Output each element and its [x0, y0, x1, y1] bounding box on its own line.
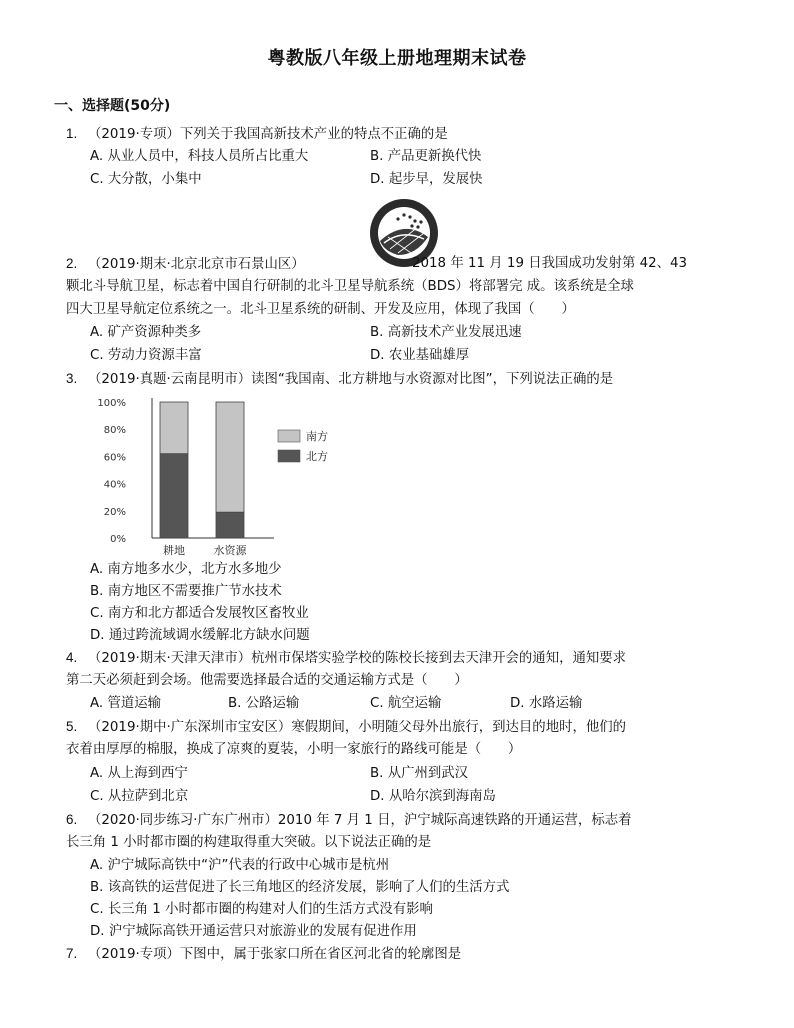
option-6b[interactable]: B. 该高铁的运营促进了长三角地区的经济发展，影响了人们的生活方式: [90, 880, 510, 895]
option-1d[interactable]: D. 起步早，发展快: [370, 172, 483, 187]
question-stem: （2019·期末·北京北京市石景山区）: [88, 257, 305, 272]
question-number: 6.: [66, 812, 78, 827]
section-heading: 一、选择题(50分): [54, 98, 171, 114]
question-stem: 颗北斗导航卫星，标志着中国自行研制的北斗卫星导航系统（BDS）将部署完 成。该系统是全球: [66, 279, 634, 294]
option-6a[interactable]: A. 沪宁城际高铁中“沪”代表的行政中心城市是杭州: [90, 858, 390, 873]
question-stem: （2019·专项）下图中，属于张家口所在省区河北省的轮廓图是: [88, 947, 462, 962]
question-2: [66, 254, 305, 275]
y-tick-label: 40%: [103, 479, 126, 491]
legend-label: 北方: [306, 450, 328, 463]
question-stem: （2019·真题·云南昆明市）读图“我国南、北方耕地与水资源对比图”，下列说法正确的是: [88, 372, 614, 387]
y-tick-label: 100%: [97, 398, 126, 409]
y-tick-label: 0%: [110, 534, 126, 545]
question-number: 4.: [66, 650, 78, 665]
option-1b[interactable]: B. 产品更新换代快: [370, 149, 482, 164]
option-1c[interactable]: C. 大分散，小集中: [90, 172, 202, 187]
option-3a[interactable]: A. 南方地多水少，北方水多地少: [90, 562, 282, 577]
x-tick-label: 水资源: [213, 544, 247, 557]
option-5a[interactable]: A. 从上海到西宁: [90, 766, 188, 781]
option-2a[interactable]: A. 矿产资源种类多: [90, 325, 202, 340]
question-6: [66, 810, 632, 831]
legend-swatch: [278, 450, 300, 462]
question-number: 3.: [66, 371, 78, 386]
question-number: 1.: [66, 126, 78, 141]
option-4d[interactable]: D. 水路运输: [510, 696, 583, 711]
y-tick-label: 80%: [103, 425, 126, 437]
y-tick-label: 60%: [103, 452, 126, 464]
option-4a[interactable]: A. 管道运输: [90, 696, 161, 711]
legend-swatch: [278, 430, 300, 442]
question-stem: （2020·同步练习·广东广州市）2010 年 7 月 1 日，沪宁城际高速铁路的开通运营，标志着: [88, 813, 632, 828]
bar-0-北方: [160, 454, 188, 538]
question-stem: 长三角 1 小时都市圈的构建取得重大突破。以下说法正确的是: [66, 835, 432, 850]
question-stem: （2019·专项）下列关于我国高新技术产业的特点不正确的是: [88, 127, 448, 142]
option-3c[interactable]: C. 南方和北方都适合发展牧区畜牧业: [90, 606, 309, 621]
question-3: [66, 369, 613, 390]
x-tick-label: 耕地: [163, 544, 185, 557]
option-6d[interactable]: D. 沪宁城际高铁开通运营只对旅游业的发展有促进作用: [90, 924, 417, 939]
option-1a[interactable]: A. 从业人员中，科技人员所占比重大: [90, 149, 309, 164]
option-6c[interactable]: C. 长三角 1 小时都市圈的构建对人们的生活方式没有影响: [90, 902, 433, 917]
question-stem: 四大卫星导航定位系统之一。北斗卫星系统的研制、开发及应用，体现了我国（ ）: [66, 302, 575, 317]
question-number: 2.: [66, 256, 78, 271]
option-4c[interactable]: C. 航空运输: [370, 696, 442, 711]
option-2d[interactable]: D. 农业基础雄厚: [370, 348, 470, 363]
question-stem: （2019·期末·天津天津市）杭州市保塔实验学校的陈校长接到去天津开会的通知，通知要求: [88, 651, 627, 666]
question-4: [66, 648, 626, 669]
question-7: [66, 944, 461, 965]
bar-0-南方: [160, 402, 188, 454]
option-2b[interactable]: B. 高新技术产业发展迅速: [370, 325, 522, 340]
bar-1-北方: [216, 512, 244, 538]
option-3d[interactable]: D. 通过跨流域调水缓解北方缺水问题: [90, 628, 310, 643]
question-stem: 第二天必须赶到会场。他需要选择最合适的交通运输方式是（ ）: [66, 673, 468, 688]
stacked-bar-chart: [88, 392, 378, 562]
option-5c[interactable]: C. 从拉萨到北京: [90, 789, 189, 804]
legend-label: 南方: [306, 430, 328, 443]
question-stem: 衣着由厚厚的棉服，换成了凉爽的夏装，小明一家旅行的路线可能是（ ）: [66, 742, 522, 757]
option-4b[interactable]: B. 公路运输: [228, 696, 300, 711]
exam-title: 粤教版八年级上册地理期末试卷: [267, 48, 527, 69]
question-5: [66, 717, 626, 738]
option-3b[interactable]: B. 南方地区不需要推广节水技术: [90, 584, 282, 599]
question-stem: 2018 年 11 月 19 日我国成功发射第 42、43: [412, 256, 688, 271]
bar-1-南方: [216, 402, 244, 512]
option-5d[interactable]: D. 从哈尔滨到海南岛: [370, 789, 496, 804]
question-1: [66, 124, 448, 145]
option-5b[interactable]: B. 从广州到武汉: [370, 766, 469, 781]
question-number: 5.: [66, 719, 78, 734]
option-2c[interactable]: C. 劳动力资源丰富: [90, 348, 202, 363]
question-number: 7.: [66, 946, 78, 961]
question-stem: （2019·期中·广东深圳市宝安区）寒假期间，小明随父母外出旅行，到达目的地时，他们的: [88, 720, 627, 735]
y-tick-label: 20%: [103, 506, 126, 518]
